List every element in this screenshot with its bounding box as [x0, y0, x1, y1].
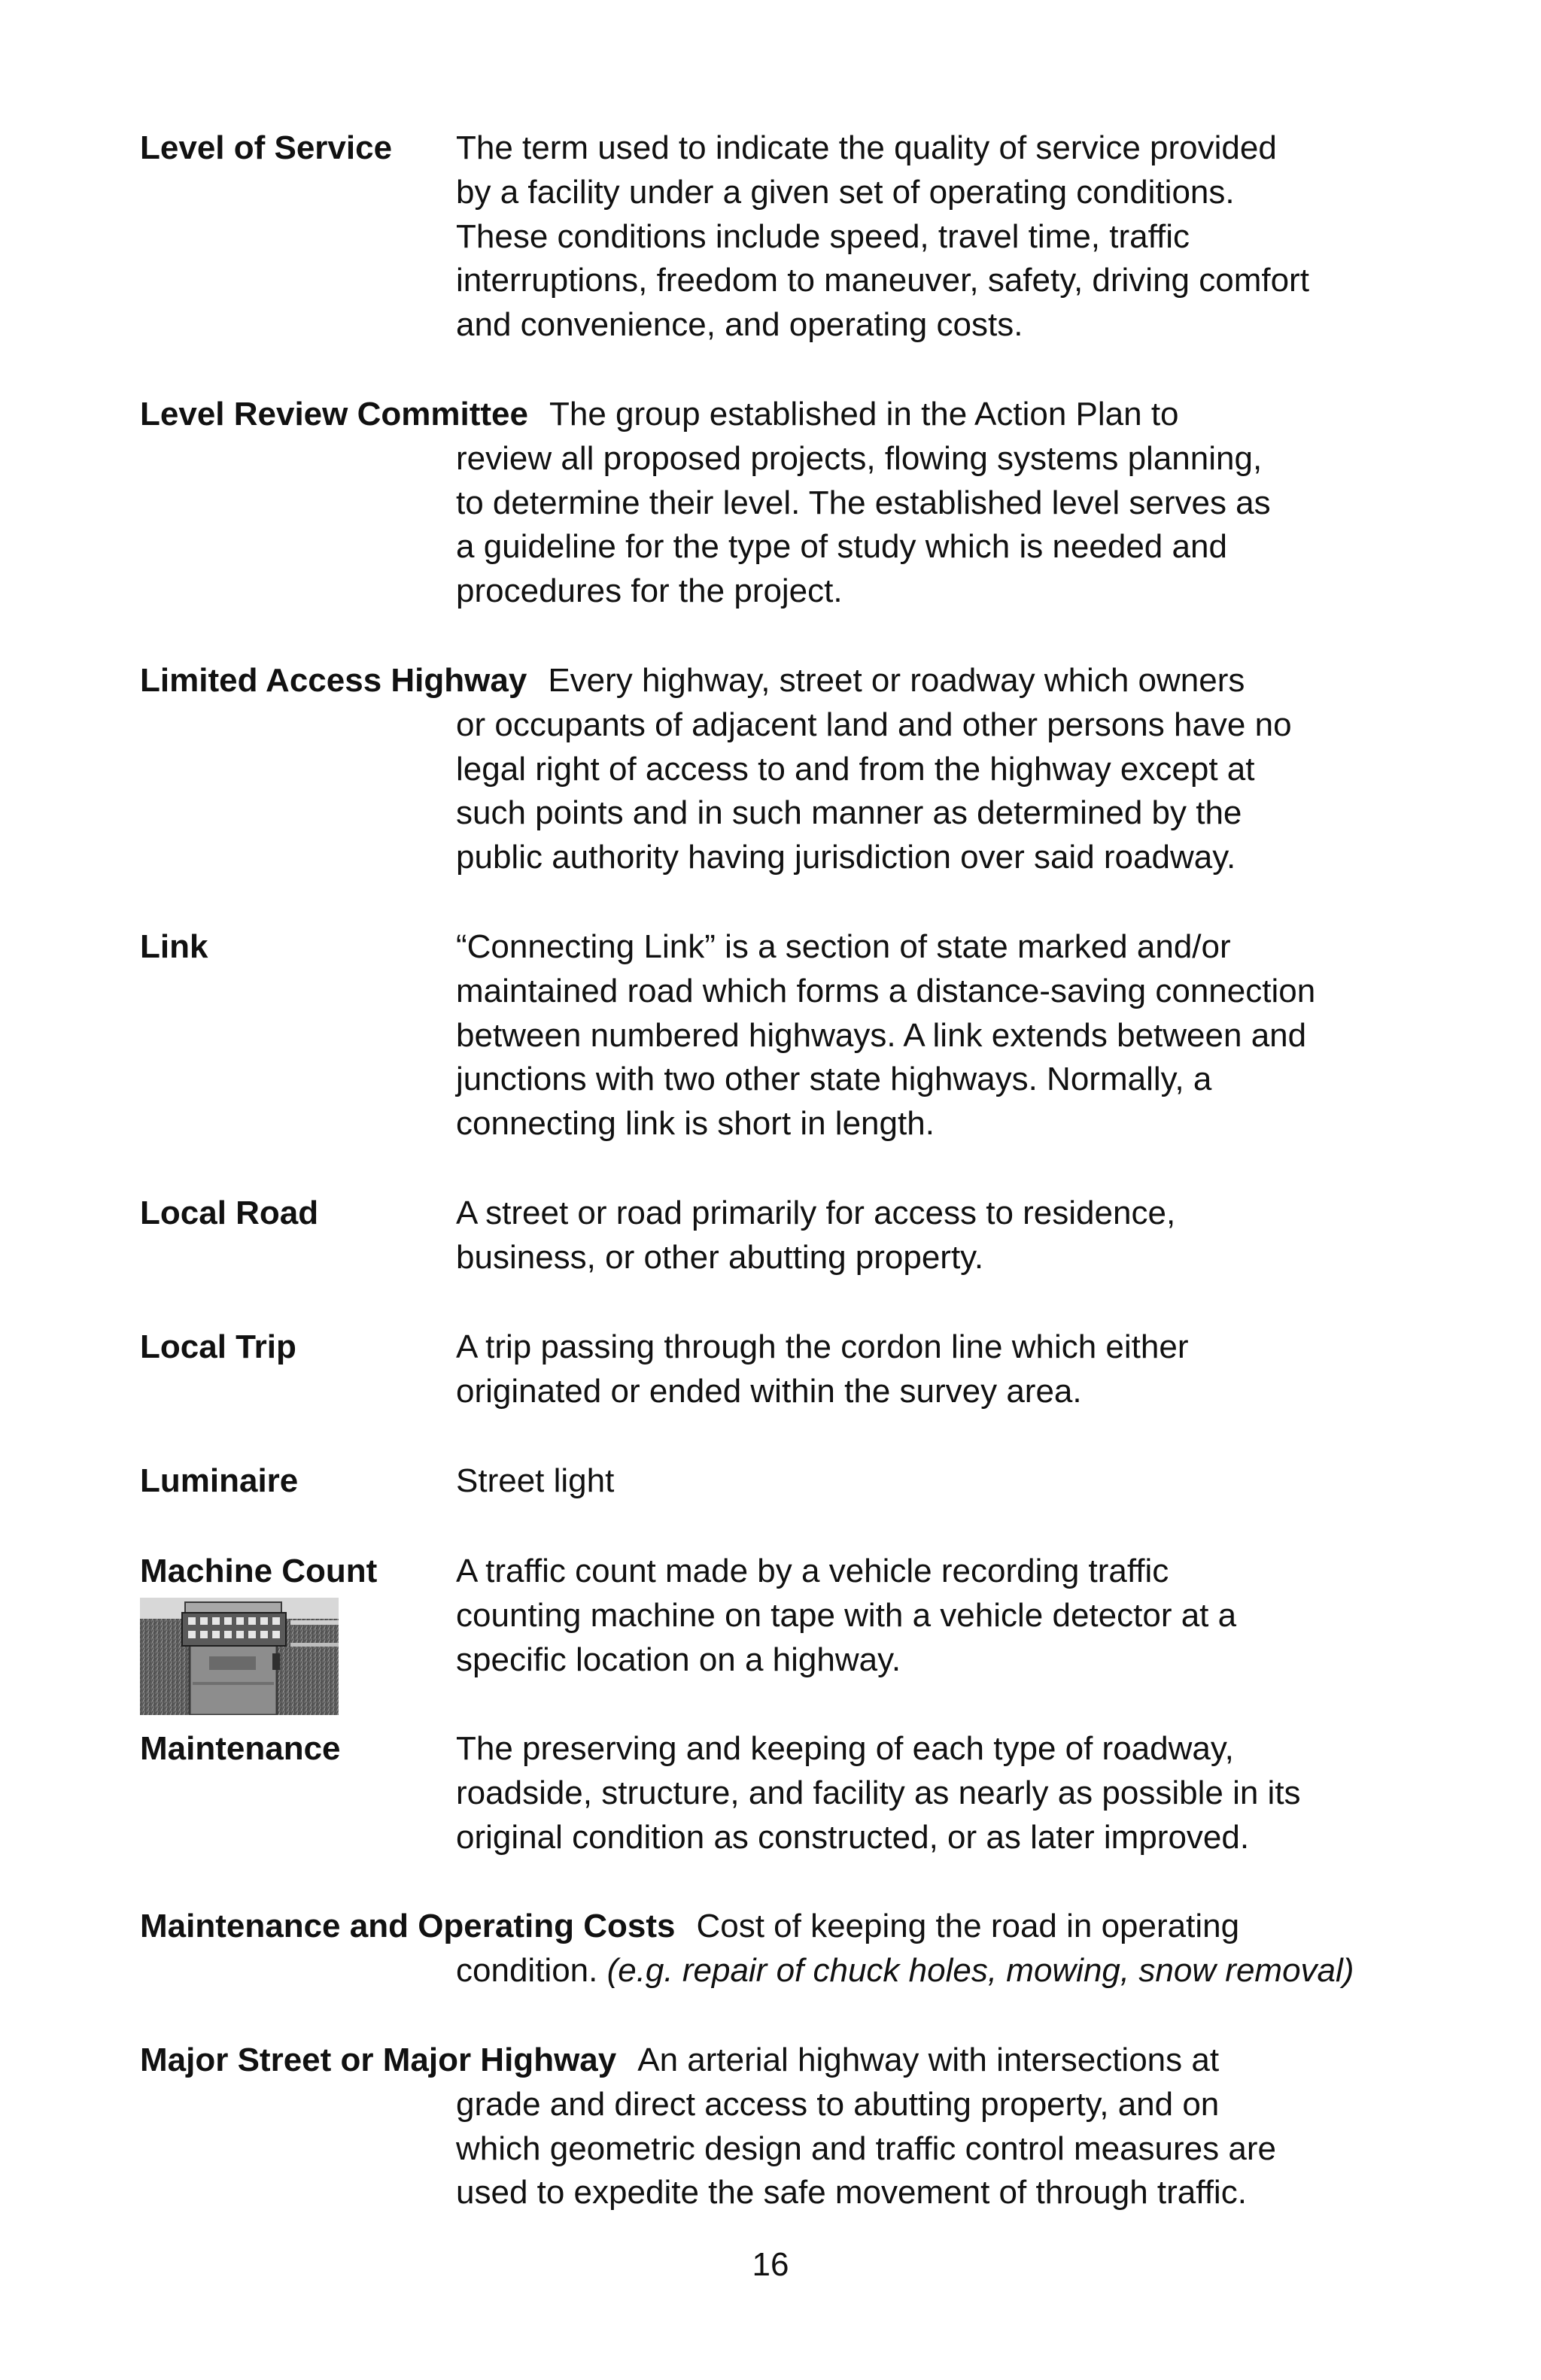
entry-definition [456, 925, 1404, 1146]
definition-line: connecting link is short in length. [456, 1105, 935, 1143]
entry-term: Major Street or Major Highway [140, 2042, 617, 2078]
entry-definition [456, 126, 1404, 348]
entry-term: Level Review Committee [140, 396, 528, 433]
definition-line: Cost of keeping the road in operating [696, 1908, 1240, 1944]
definition-line: business, or other abutting property. [456, 1238, 984, 1276]
entry-definition [456, 1325, 1404, 1414]
glossary-entry-maintenance-and-operating-costs [140, 1905, 1419, 1993]
glossary-entry-local-road [140, 1192, 1419, 1280]
definition-line: junctions with two other state highways. Normally, a [456, 1061, 1212, 1098]
definition-line: “Connecting Link” is a section of state marked and/or [456, 928, 1231, 965]
definition-line: Every highway, street or roadway which owners [548, 662, 1245, 699]
entry-heading-line [140, 393, 1419, 437]
entry-definition [456, 1550, 1404, 1682]
entry-term: Maintenance and Operating Costs [140, 1908, 676, 1944]
definition-line: procedures for the project. [456, 572, 843, 610]
definition-line: interruptions, freedom to maneuver, safety, driving comfort [456, 262, 1309, 299]
definition-line: to determine their level. The established level serves as [456, 484, 1271, 521]
definition-line: public authority having jurisdiction over said roadway. [456, 839, 1236, 876]
definition-line: originated or ended within the survey area. [456, 1372, 1082, 1410]
definition-line: roadside, structure, and facility as nearly as possible in its [456, 1774, 1301, 1811]
entry-definition [456, 2083, 1404, 2215]
glossary-entry-link [140, 925, 1419, 1146]
entry-definition [456, 1459, 1404, 1504]
definition-line: counting machine on tape with a vehicle detector at a [456, 1596, 1237, 1634]
definition-line: or occupants of adjacent land and other persons have no [456, 706, 1292, 743]
definition-line [456, 1949, 1404, 1993]
definition-line: A traffic count made by a vehicle recording traffic [456, 1553, 1169, 1589]
definition-example: (e.g. repair of chuck holes, mowing, snow removal) [606, 1951, 1354, 1989]
glossary-entry-luminaire [140, 1459, 1419, 1504]
entry-definition [456, 703, 1404, 880]
definition-line: by a facility under a given set of operating conditions. [456, 173, 1235, 211]
definition-line: and convenience, and operating costs. [456, 306, 1023, 344]
entry-term: Local Road [140, 1195, 319, 1231]
entry-definition [456, 1192, 1404, 1280]
entry-heading-line [140, 659, 1419, 703]
definition-line: Street light [456, 1462, 615, 1499]
definition-line: The group established in the Action Plan to [549, 396, 1179, 433]
definition-text: condition. [456, 1951, 607, 1989]
entry-definition [456, 1727, 1404, 1859]
entry-term: Luminaire [140, 1462, 299, 1499]
definition-line: grade and direct access to abutting property, and on [456, 2085, 1220, 2123]
definition-line: A street or road primarily for access to residence, [456, 1195, 1176, 1231]
definition-line: These conditions include speed, travel time, traffic [456, 217, 1190, 255]
entry-term: Machine Count [140, 1553, 378, 1589]
glossary-entry-level-of-service [140, 126, 1419, 348]
definition-line: between numbered highways. A link extends between and [456, 1016, 1307, 1054]
definition-line: review all proposed projects, flowing systems planning, [456, 439, 1263, 477]
definition-line: which geometric design and traffic control measures are [456, 2130, 1276, 2167]
traffic-counter-photo [140, 1598, 339, 1715]
definition-line: such points and in such manner as determined by the [456, 794, 1242, 832]
entry-term: Limited Access Highway [140, 662, 527, 699]
definition-line: a guideline for the type of study which is needed and [456, 528, 1227, 566]
glossary-entry-level-review-committee [140, 393, 1419, 614]
glossary-entry-maintenance [140, 1727, 1419, 1859]
entry-term: Maintenance [140, 1730, 341, 1767]
definition-line: specific location on a highway. [456, 1641, 901, 1678]
glossary-entry-major-street-or-major-highway [140, 2038, 1419, 2215]
definition-line: A trip passing through the cordon line which either [456, 1328, 1189, 1365]
page-number: 16 [752, 2246, 789, 2283]
entry-heading-line [140, 1905, 1419, 1949]
definition-line: The preserving and keeping of each type of roadway, [456, 1730, 1234, 1767]
definition-line: An arterial highway with intersections at [637, 2042, 1220, 2078]
entry-definition [456, 437, 1404, 614]
glossary-entry-limited-access-highway [140, 659, 1419, 880]
definition-line: maintained road which forms a distance-saving connection [456, 972, 1316, 1009]
definition-line: used to expedite the safe movement of through traffic. [456, 2174, 1247, 2212]
glossary-entry-local-trip [140, 1325, 1419, 1414]
definition-line: legal right of access to and from the highway except at [456, 750, 1255, 788]
entry-definition [456, 1949, 1404, 1993]
entry-heading-line [140, 2038, 1419, 2083]
definition-line: The term used to indicate the quality of service provided [456, 129, 1277, 166]
entry-term: Level of Service [140, 129, 393, 166]
entry-term: Link [140, 928, 208, 965]
entry-term: Local Trip [140, 1328, 296, 1365]
definition-line: original condition as constructed, or as later improved. [456, 1818, 1250, 1856]
